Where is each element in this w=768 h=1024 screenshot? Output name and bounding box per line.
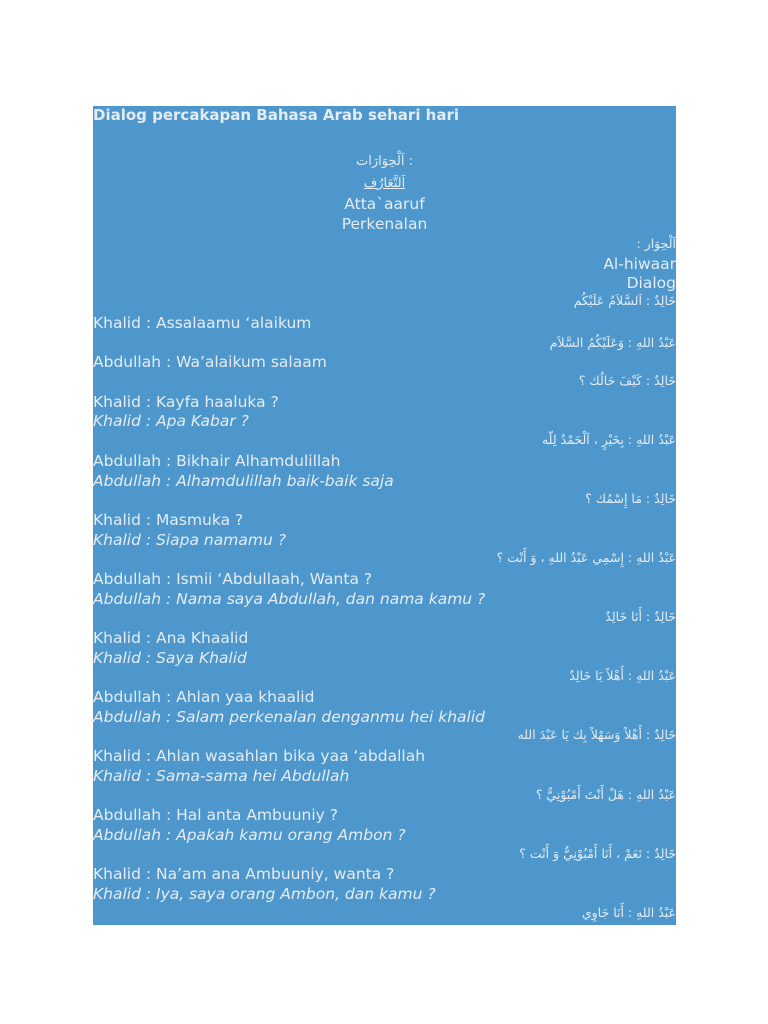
latin-line: Abdullah : Ahlan yaa khaalid — [93, 688, 315, 706]
latin-line: Abdullah : Hal anta Ambuuniy ? — [93, 806, 338, 824]
arabic-line: عَبْدُ اللهِ : إِسْمِي عَبْدُ اللهِ ، وَ أَنْت ؟ — [496, 550, 676, 565]
translation-line: Khalid : Sama-sama hei Abdullah — [93, 767, 350, 785]
latin-line: Khalid : Na’am ana Ambuuniy, wanta ? — [93, 865, 395, 883]
arabic-line: خَالِدٌ : نَعَمْ ، أَنَا أَمْبُوْنِيٌّ وَ أَنْت ؟ — [519, 846, 676, 861]
translation-line: Abdullah : Alhamdulillah baik-baik saja — [93, 472, 394, 490]
arabic-line: عَبْدُ اللهِ : وَعَلَيْكُمُ السَّلاَم — [549, 335, 676, 350]
arabic-line: خَالِدٌ : اَلسَّلاَمُ عَلَيْكُم — [573, 293, 676, 308]
translation-line: Abdullah : Apakah kamu orang Ambon ? — [93, 826, 406, 844]
section-arabic: اَلْحِوَارَات : — [356, 154, 413, 169]
latin-line: Khalid : Assalaamu ‘alaikum — [93, 314, 312, 332]
arabic-line: عَبْدُ اللهِ : أَنَا جَاوِي — [581, 905, 676, 920]
dialog-arabic: اَلْحِوَار : — [636, 236, 676, 251]
translation-line: Abdullah : Nama saya Abdullah, dan nama kamu ? — [93, 590, 486, 608]
latin-line: Khalid : Kayfa haaluka ? — [93, 393, 279, 411]
arabic-line: خَالِدٌ : أَنَا خَالِدٌ — [605, 609, 676, 624]
document-page — [93, 106, 676, 925]
latin-line: Khalid : Masmuka ? — [93, 511, 244, 529]
translation-line: Khalid : Saya Khalid — [93, 649, 247, 667]
translation-line: Khalid : Apa Kabar ? — [93, 412, 249, 430]
translation-line: Abdullah : Salam perkenalan denganmu hei khalid — [93, 708, 485, 726]
arabic-line: خَالِدٌ : كَيْفَ حَالُك ؟ — [578, 373, 676, 388]
latin-line: Abdullah : Bikhair Alhamdulillah — [93, 452, 341, 470]
arabic-line: خَالِدٌ : أَهْلاً وَسَهْلاً بِك يَا عَبْدَ الله — [517, 727, 676, 742]
arabic-line: عَبْدُ اللهِ : أَهْلاً يَا خَالِدٌ — [569, 668, 676, 683]
topic-translation: Perkenalan — [341, 215, 428, 233]
dialog-latin: Al-hiwaar — [603, 255, 676, 273]
topic-arabic: اَلتَّعَارُف — [363, 176, 406, 191]
dialog-translation: Dialog — [626, 274, 676, 292]
arabic-line: عَبْدُ اللهِ : بِخَيْرٍ ، اَلْحَمْدُ لِلّه — [541, 432, 676, 447]
topic-latin: Atta`aaruf — [344, 195, 425, 213]
latin-line: Abdullah : Wa’alaikum salaam — [93, 353, 327, 371]
document-title: Dialog percakapan Bahasa Arab sehari hari — [93, 106, 460, 124]
latin-line: Khalid : Ana Khaalid — [93, 629, 249, 647]
arabic-line: عَبْدُ اللهِ : هَلْ أَنْتَ أَمْبُوْنِيٌّ ؟ — [535, 787, 676, 802]
translation-line: Khalid : Siapa namamu ? — [93, 531, 286, 549]
arabic-line: خَالِدٌ : مَا إِسْمُك ؟ — [585, 491, 676, 506]
translation-line: Khalid : Iya, saya orang Ambon, dan kamu ? — [93, 885, 436, 903]
latin-line: Abdullah : Ismii ‘Abdullaah, Wanta ? — [93, 570, 373, 588]
latin-line: Khalid : Ahlan wasahlan bika yaa ‘abdallah — [93, 747, 426, 765]
